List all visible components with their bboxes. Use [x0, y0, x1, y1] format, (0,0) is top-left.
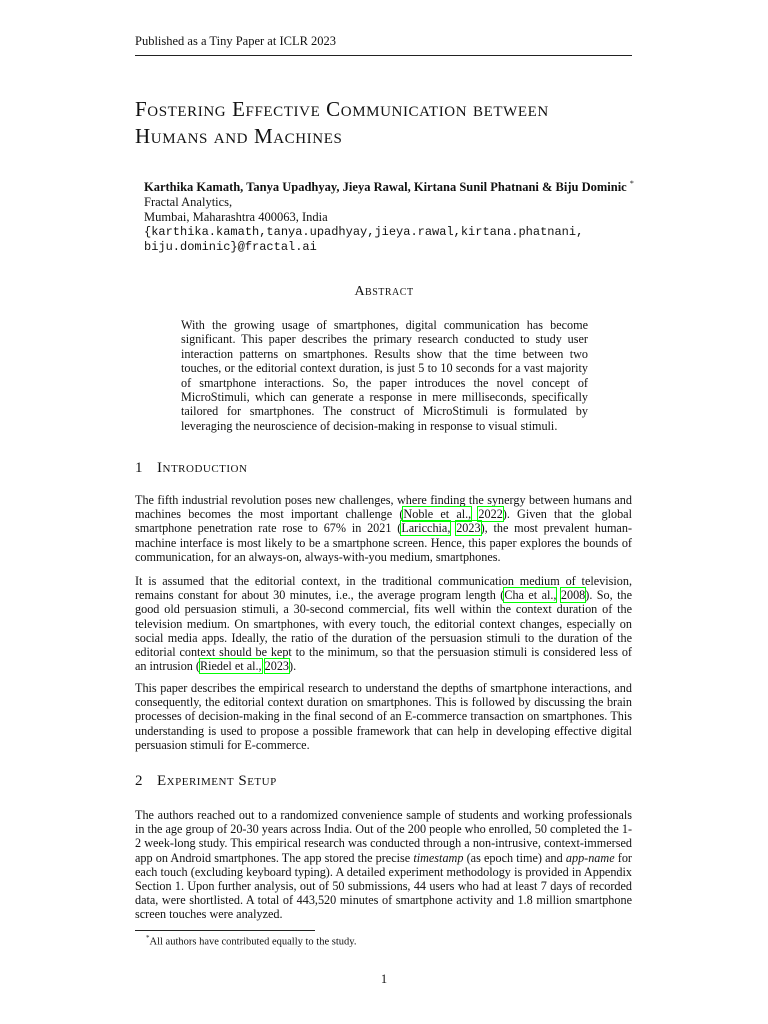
footnote-divider — [135, 930, 315, 931]
section-1-paragraph-1: The fifth industrial revolution poses new challenges, where finding the synergy between humans and machines becomes the most important challenge (Noble et al., 2022). Given that the global smartphone penetration rate rose to 67% in 2021 (Laricchia, 2023), the most prevalent human-machine interface is most likely to be a smartphone screen. Hence, this paper explores the bounds of communication, for an always-on, always-with-you medium, smartphones. — [135, 493, 632, 564]
title-line-1: Fostering Effective Communication between — [135, 97, 549, 121]
footnote-text: All authors have contributed equally to the study. — [149, 936, 357, 948]
author-footnote-mark: * — [629, 179, 634, 188]
citation-link[interactable]: 2023 — [264, 659, 290, 674]
section-1-title: Introduction — [157, 460, 248, 476]
title-line-2: Humans and Machines — [135, 124, 343, 148]
citation-link[interactable]: 2023 — [456, 521, 481, 536]
page-number: 1 — [380, 972, 388, 986]
author-email-line-1: {karthika.kamath,tanya.upadhyay,jieya.rawal,kirtana.phatnani, — [144, 225, 584, 240]
section-1-heading — [135, 460, 247, 477]
abstract-text: With the growing usage of smartphones, digital communication has become significant. This paper describes the primary research conducted to study user interaction patterns on smartphones. Results show that the time between two touches, or the editorial context duration, is just 5 to 10 seconds for a vast majority of smartphone interactions. So, the paper introduces the novel concept of MicroStimuli, which can generate a response in mere milliseconds, specifically tailored for smartphones. The construct of MicroStimuli is formulated by leveraging the neuroscience of decision-making in response to visual stimuli. — [181, 318, 588, 433]
section-1-paragraph-3: This paper describes the empirical research to understand the depths of smartphone interactions, and consequently, the editorial context duration on smartphones. This is followed by discussing the brain processes of decision-making in the final second of an E-commerce transaction on smartphones. This understanding is used to propose a possible framework that can help in developing effective digital persuasion stimuli for E-commerce. — [135, 681, 632, 752]
author-block — [144, 176, 644, 255]
section-2-title: Experiment Setup — [157, 773, 277, 789]
citation-link[interactable]: Riedel et al., — [200, 659, 262, 674]
footnote — [146, 934, 356, 948]
citation-link[interactable]: Noble et al., — [403, 507, 472, 522]
section-1-paragraph-2: It is assumed that the editorial context, in the traditional communication medium of television, remains constant for about 30 minutes, i.e., the average program length (Cha et al., 2008). So, the good old persuasion stimuli, a 30-second commercial, fits well within the context duration of the television medium. On smartphones, with every touch, the editorial context changes, especially on social media apps. Ideally, the ratio of the duration of the persuasion stimuli to the duration of the editorial context should be kept to the minimum, so that the persuasion stimuli is considered less of an intrusion (Riedel et al., 2023). — [135, 574, 632, 674]
paper-title — [135, 96, 655, 150]
author-affiliation: Fractal Analytics, — [144, 195, 233, 210]
author-address: Mumbai, Maharashtra 400063, India — [144, 210, 328, 225]
section-2-heading — [135, 773, 277, 790]
footnote-mark: * — [146, 934, 150, 942]
section-2-number: 2 — [135, 773, 143, 789]
citation-link[interactable]: 2022 — [478, 507, 503, 522]
author-email-line-2: biju.dominic}@fractal.ai — [144, 240, 317, 255]
citation-link[interactable]: 2008 — [560, 588, 586, 603]
abstract-heading: Abstract — [354, 284, 414, 299]
author-names: Karthika Kamath, Tanya Upadhyay, Jieya Rawal, Kirtana Sunil Phatnani & Biju Dominic * — [144, 179, 634, 195]
citation-link[interactable]: Cha et al., — [504, 588, 557, 603]
section-2-paragraph-1: The authors reached out to a randomized convenience sample of students and working professionals in the age group of 20-30 years across India. Out of the 200 people who enrolled, 50 completed the 1-2 week-long study. This empirical research was conducted through a non-intrusive, context-immersed app on Android smartphones. The app stored the precise timestamp (as epoch time) and app-name for each touch (excluding keyboard typing). A detailed experiment methodology is provided in Appendix Section 1. Upon further analysis, out of 50 submissions, 44 users who had at least 7 days of recorded data, were shortlisted. A total of 443,520 minutes of smartphone activity and 1.8 million smartphone screen touches were analyzed. — [135, 808, 632, 922]
section-1-number: 1 — [135, 460, 143, 476]
running-header: Published as a Tiny Paper at ICLR 2023 — [135, 34, 632, 56]
citation-link[interactable]: Laricchia, — [401, 521, 451, 536]
